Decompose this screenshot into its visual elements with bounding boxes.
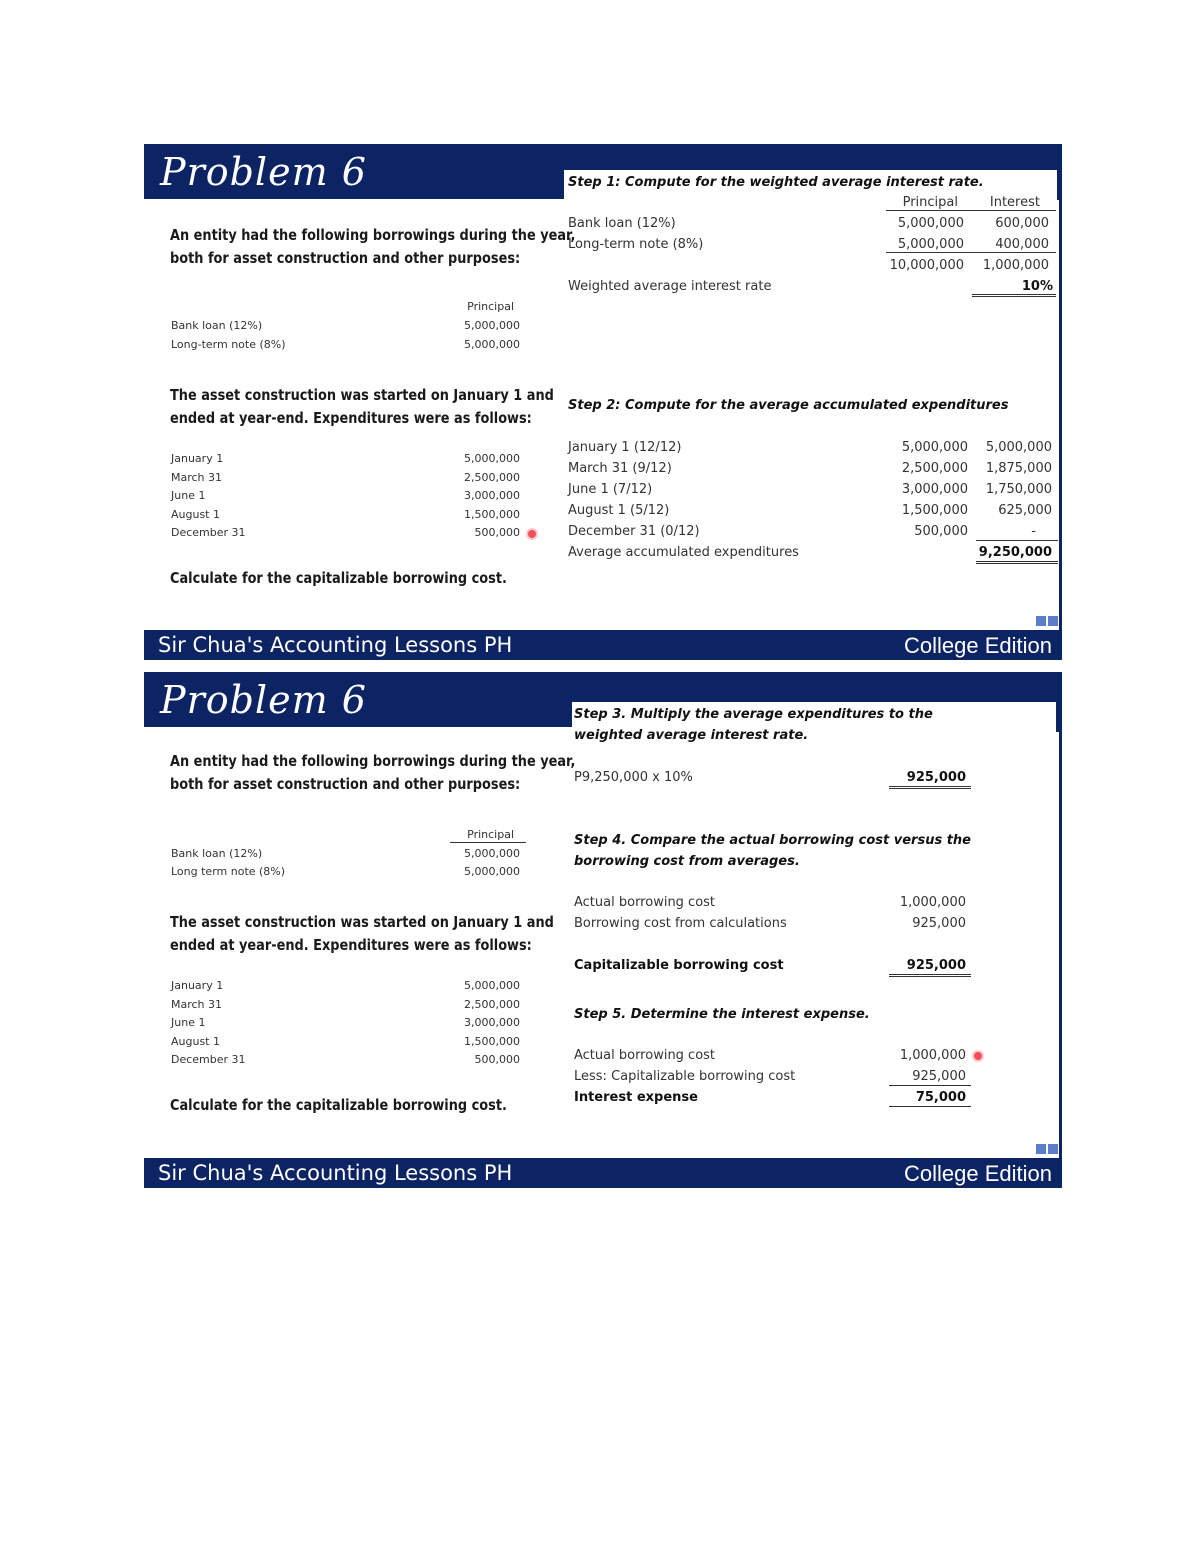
step2-row-label: June 1 (7/12) (568, 482, 653, 497)
step1-title: Step 1: Compute for the weighted average interest rate. (568, 175, 984, 190)
footer-brand: Sir Chua's Accounting Lessons PH (158, 1161, 513, 1185)
borrowing-amount: 5,000,000 (464, 338, 520, 351)
step5-less-label: Less: Capitalizable borrowing cost (574, 1069, 796, 1084)
pointer-marker (528, 530, 536, 538)
expenditure-date: January 1 (171, 979, 224, 992)
expenditure-amount: 3,000,000 (464, 489, 520, 502)
step1-rate-label: Weighted average interest rate (568, 279, 772, 294)
expenditure-date: December 31 (171, 1053, 246, 1066)
step1-total-interest: 1,000,000 (982, 258, 1049, 273)
step4-title-line-1: Step 4. Compare the actual borrowing cost versus the (574, 833, 972, 848)
expenditure-amount: 3,000,000 (464, 1016, 520, 1029)
step5-actual-value: 1,000,000 (899, 1048, 966, 1063)
intro-line-2: both for asset construction and other purposes: (170, 775, 521, 793)
step2-row-label: January 1 (12/12) (568, 440, 682, 455)
step2-row-label: March 31 (9/12) (568, 461, 672, 476)
step3-calc-value: 925,000 (906, 770, 966, 785)
expenditure-amount: 5,000,000 (464, 979, 520, 992)
step1-col-interest: Interest (989, 195, 1040, 210)
slide-title: Problem 6 (160, 150, 367, 194)
footer-edition: College Edition (904, 633, 1052, 658)
step2-row-amount: 2,500,000 (901, 461, 968, 476)
construction-line-2: ended at year-end. Expenditures were as follows: (170, 936, 532, 954)
construction-line-2: ended at year-end. Expenditures were as follows: (170, 409, 532, 427)
step3-title-line-1: Step 3. Multiply the average expenditures to the (574, 707, 933, 722)
step1-row-interest: 600,000 (995, 216, 1049, 231)
step1-total-principal: 10,000,000 (889, 258, 964, 273)
step2-total-label: Average accumulated expenditures (568, 545, 799, 560)
step2-row-label: August 1 (5/12) (568, 503, 670, 518)
pointer-marker (974, 1052, 982, 1060)
step2-row-weighted: 1,750,000 (985, 482, 1052, 497)
expenditure-date: June 1 (171, 1016, 206, 1029)
step1-row-principal: 5,000,000 (897, 216, 964, 231)
slide-title: Problem 6 (160, 678, 367, 722)
step4-actual-label: Actual borrowing cost (574, 895, 716, 910)
step1-row-label: Bank loan (12%) (568, 216, 676, 231)
construction-line-1: The asset construction was started on January 1 and (170, 913, 554, 931)
expenditure-amount: 5,000,000 (464, 452, 520, 465)
principal-header: Principal (467, 300, 514, 313)
borrowing-label: Long term note (8%) (171, 865, 286, 878)
step4-actual-value: 1,000,000 (899, 895, 966, 910)
step3-calc-label: P9,250,000 x 10% (574, 770, 693, 785)
borrowing-label: Bank loan (12%) (171, 319, 263, 332)
borrowing-amount: 5,000,000 (464, 865, 520, 878)
expenditure-amount: 2,500,000 (464, 998, 520, 1011)
construction-line-1: The asset construction was started on January 1 and (170, 386, 554, 404)
slide-2 (144, 672, 1062, 1188)
footer-edition: College Edition (904, 1161, 1052, 1186)
expenditure-date: June 1 (171, 489, 206, 502)
question: Calculate for the capitalizable borrowing cost. (170, 569, 507, 587)
step4-title-line-2: borrowing cost from averages. (574, 854, 800, 869)
step2-total-value: 9,250,000 (978, 545, 1052, 560)
step3-title-line-2: weighted average interest rate. (574, 728, 809, 743)
borrowing-amount: 5,000,000 (464, 847, 520, 860)
footer-bar (144, 630, 1062, 660)
step5-title: Step 5. Determine the interest expense. (574, 1007, 870, 1022)
step2-row-weighted: 625,000 (998, 503, 1052, 518)
step1-rate-value: 10% (1021, 279, 1053, 294)
step2-title: Step 2: Compute for the average accumulated expenditures (568, 398, 1009, 413)
expenditure-date: January 1 (171, 452, 224, 465)
footer-brand: Sir Chua's Accounting Lessons PH (158, 633, 513, 657)
borrowing-amount: 5,000,000 (464, 319, 520, 332)
footer-bar (144, 1158, 1062, 1188)
step2-row-amount: 1,500,000 (901, 503, 968, 518)
step4-cap-label: Capitalizable borrowing cost (574, 958, 784, 973)
step5-expense-value: 75,000 (915, 1090, 966, 1105)
step1-row-interest: 400,000 (995, 237, 1049, 252)
step2-row-amount: 500,000 (914, 524, 968, 539)
step5-expense-label: Interest expense (574, 1090, 698, 1105)
slide-1 (144, 144, 1062, 660)
intro-line-1: An entity had the following borrowings during the year, (170, 226, 576, 244)
expenditure-amount: 2,500,000 (464, 471, 520, 484)
step2-row-amount: 5,000,000 (901, 440, 968, 455)
step4-calc-label: Borrowing cost from calculations (574, 916, 787, 931)
step5-less-value: 925,000 (912, 1069, 966, 1084)
step2-row-weighted: 1,875,000 (985, 461, 1052, 476)
step4-calc-value: 925,000 (912, 916, 966, 931)
expenditure-amount: 500,000 (474, 526, 520, 539)
step2-row-label: December 31 (0/12) (568, 524, 700, 539)
step2-row-weighted: 5,000,000 (985, 440, 1052, 455)
step1-row-label: Long-term note (8%) (568, 237, 704, 252)
borrowing-label: Long-term note (8%) (171, 338, 286, 351)
expenditure-amount: 1,500,000 (464, 508, 520, 521)
expenditure-amount: 500,000 (474, 1053, 520, 1066)
expenditure-date: March 31 (171, 998, 223, 1011)
step2-row-amount: 3,000,000 (901, 482, 968, 497)
principal-header: Principal (467, 828, 514, 841)
expenditure-date: August 1 (171, 1035, 220, 1048)
question: Calculate for the capitalizable borrowing cost. (170, 1096, 507, 1114)
expenditure-date: August 1 (171, 508, 220, 521)
intro-line-2: both for asset construction and other purposes: (170, 249, 521, 267)
step4-cap-value: 925,000 (906, 958, 966, 973)
borrowing-label: Bank loan (12%) (171, 847, 263, 860)
step1-col-principal: Principal (902, 195, 958, 210)
expenditure-amount: 1,500,000 (464, 1035, 520, 1048)
step1-row-principal: 5,000,000 (897, 237, 964, 252)
intro-line-1: An entity had the following borrowings during the year, (170, 752, 576, 770)
expenditure-date: December 31 (171, 526, 246, 539)
step5-actual-label: Actual borrowing cost (574, 1048, 716, 1063)
expenditure-date: March 31 (171, 471, 223, 484)
step2-row-weighted: - (1031, 524, 1036, 539)
